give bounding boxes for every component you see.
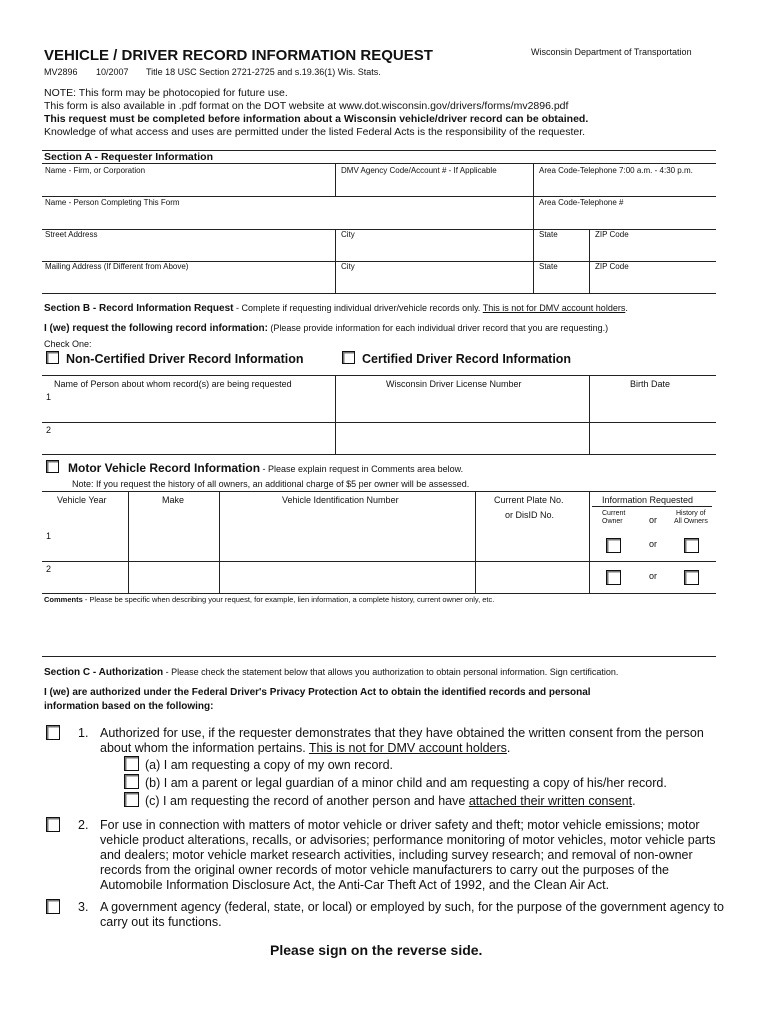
history-charge-note: Note: If you request the history of all owners, an additional charge of $5 per owner will be assessed. bbox=[72, 479, 470, 489]
request-line bbox=[44, 323, 608, 334]
item-3-text: A government agency (federal, state, or local) or employed by such, for the purpose of the government agency to carry out its functions. bbox=[100, 900, 724, 929]
section-c-heading bbox=[44, 667, 618, 678]
driver-row-2-number: 2 bbox=[46, 425, 52, 435]
history-line1: History of bbox=[676, 510, 706, 517]
divider bbox=[335, 229, 336, 261]
item-1-number: 1. bbox=[78, 726, 89, 740]
item-1a-label: (a) I am requesting a copy of my own record. bbox=[145, 758, 394, 772]
label-state: State bbox=[539, 230, 558, 239]
authorized-line-2: information based on the following: bbox=[44, 701, 214, 712]
label-name-person: Name - Person Completing This Form bbox=[45, 198, 180, 207]
motor-vehicle-label: Motor Vehicle Record Information bbox=[68, 461, 261, 475]
note-responsibility: Knowledge of what access and uses are permitted under the listed Federal Acts is the responsibility of the requester. bbox=[44, 126, 586, 138]
current-owner-checkbox-2[interactable] bbox=[606, 570, 621, 585]
vehicle-row-1-number: 1 bbox=[46, 531, 52, 541]
note-required: This request must be completed before information about a Wisconsin vehicle/driver record can be obtained. bbox=[44, 113, 589, 125]
note-photocopy: NOTE: This form may be photocopied for future use. bbox=[44, 87, 288, 99]
divider bbox=[219, 491, 220, 593]
sign-reverse-note: Please sign on the reverse side. bbox=[270, 942, 483, 958]
divider bbox=[475, 491, 476, 593]
department-name: Wisconsin Department of Transportation bbox=[531, 47, 692, 57]
divider bbox=[42, 422, 716, 423]
non-certified-label: Non-Certified Driver Record Information bbox=[66, 352, 304, 366]
motor-vehicle-note: - Please explain request in Comments area below. bbox=[260, 464, 464, 474]
item-1c-text: (c) I am requesting the record of another person and have bbox=[145, 794, 469, 808]
section-b-title: Section B - Record Information Request bbox=[44, 303, 234, 314]
comments-line bbox=[44, 595, 494, 604]
label-zip: ZIP Code bbox=[595, 230, 629, 239]
col-info-requested: Information Requested bbox=[602, 495, 694, 505]
item-2-number: 2. bbox=[78, 818, 89, 832]
col-plate-no: Current Plate No. bbox=[494, 495, 564, 505]
driver-row-1-number: 1 bbox=[46, 392, 52, 402]
item-1-line-1: Authorized for use, if the requester demonstrates that they have obtained the written consent from the person bbox=[100, 726, 704, 740]
history-line2: All Owners bbox=[674, 518, 708, 525]
current-owner-line2: Owner bbox=[602, 518, 623, 525]
divider bbox=[533, 196, 534, 229]
form-title: VEHICLE / DRIVER RECORD INFORMATION REQUEST bbox=[44, 47, 433, 64]
col-birth-date: Birth Date bbox=[630, 379, 671, 389]
label-name-firm: Name - Firm, or Corporation bbox=[45, 166, 146, 175]
current-owner-checkbox-1[interactable] bbox=[606, 538, 621, 553]
divider bbox=[533, 163, 534, 196]
check-one-label: Check One: bbox=[44, 339, 92, 349]
authorization-1c-checkbox[interactable] bbox=[124, 792, 139, 807]
comments-area[interactable] bbox=[42, 606, 716, 654]
authorization-1b-checkbox[interactable] bbox=[124, 774, 139, 789]
item-2-text: For use in connection with matters of motor vehicle or driver safety and theft; motor vehicle emissions; motor vehicle product alterations, recalls, or advisories; performance monitoring of motor vehicles, motor vehicle parts and dealers; motor vehicle market research activities, including survey research; and removal of non-owner records from the original owner records of motor vehicle manufacturers to carry out the purposes of the Automobile Information Disclosure Act, the Anti-Car Theft Act of 1992, and the Clean Air Act. bbox=[100, 818, 716, 892]
divider bbox=[128, 491, 129, 593]
or-row-2: or bbox=[649, 571, 658, 581]
label-telephone: Area Code-Telephone # bbox=[539, 198, 624, 207]
divider bbox=[42, 293, 716, 294]
divider bbox=[42, 593, 716, 594]
divider bbox=[589, 491, 590, 593]
comments-label: Comments bbox=[44, 595, 83, 604]
label-dmv-code: DMV Agency Code/Account # - If Applicable bbox=[341, 166, 497, 175]
current-owner-line1: Current bbox=[602, 510, 626, 517]
authorization-2-checkbox[interactable] bbox=[46, 817, 60, 832]
item-1-line-2-text: about whom the information pertains. bbox=[100, 741, 309, 755]
divider bbox=[42, 561, 716, 562]
col-name-person: Name of Person about whom record(s) are being requested bbox=[54, 379, 292, 389]
authorization-1a-checkbox[interactable] bbox=[124, 756, 139, 771]
certified-checkbox[interactable] bbox=[342, 351, 355, 364]
label-city-mailing: City bbox=[341, 262, 355, 271]
comments-instructions: - Please be specific when describing your request, for example, lien information, a complete history, current owner only, etc. bbox=[82, 595, 495, 604]
authorized-line-1: I (we) are authorized under the Federal Driver's Privacy Protection Act to obtain the identified records and personal bbox=[44, 687, 591, 698]
divider bbox=[335, 163, 336, 196]
or-row-1: or bbox=[649, 539, 658, 549]
note-pdf: This form is also available in .pdf format on the DOT website at www.dot.wisconsin.gov/drivers/forms/mv2896.pdf bbox=[44, 100, 569, 112]
divider bbox=[42, 163, 716, 164]
history-checkbox-2[interactable] bbox=[684, 570, 699, 585]
certified-label: Certified Driver Record Information bbox=[362, 352, 572, 366]
col-license-number: Wisconsin Driver License Number bbox=[386, 379, 522, 389]
vehicle-row-2-number: 2 bbox=[46, 564, 52, 574]
form-date: 10/2007 bbox=[96, 67, 129, 77]
section-b-heading bbox=[44, 303, 628, 314]
label-street-address: Street Address bbox=[45, 230, 98, 239]
col-vehicle-year: Vehicle Year bbox=[57, 495, 107, 505]
item-1-line-2 bbox=[100, 741, 510, 755]
col-vin: Vehicle Identification Number bbox=[282, 495, 399, 505]
label-telephone-hours: Area Code-Telephone 7:00 a.m. - 4:30 p.m. bbox=[539, 166, 693, 175]
form-number: MV2896 bbox=[44, 67, 78, 77]
item-1c-label bbox=[145, 794, 636, 808]
divider bbox=[42, 375, 716, 376]
divider bbox=[42, 454, 716, 455]
motor-vehicle-line bbox=[68, 461, 463, 475]
item-3-number: 3. bbox=[78, 900, 89, 914]
item-1c-period: . bbox=[632, 794, 636, 808]
label-zip-mailing: ZIP Code bbox=[595, 262, 629, 271]
label-mailing-address: Mailing Address (If Different from Above) bbox=[45, 262, 189, 271]
section-a-heading: Section A - Requester Information bbox=[44, 151, 213, 163]
section-c-title: Section C - Authorization bbox=[44, 667, 164, 678]
item-1b-label: (b) I am a parent or legal guardian of a minor child and am requesting a copy of his/her record. bbox=[145, 776, 667, 790]
motor-vehicle-checkbox[interactable] bbox=[46, 460, 59, 473]
divider bbox=[335, 375, 336, 454]
item-1-not-for-account: This is not for DMV account holders bbox=[308, 741, 507, 755]
label-state-mailing: State bbox=[539, 262, 558, 271]
section-b-not-for-account: This is not for DMV account holders bbox=[482, 303, 626, 313]
item-1-period: . bbox=[506, 741, 511, 755]
section-b-subtitle: - Complete if requesting individual driver/vehicle records only. bbox=[233, 303, 483, 313]
section-b-period: . bbox=[625, 303, 628, 313]
request-note: (Please provide information for each individual driver record that you are requesting.) bbox=[267, 323, 609, 333]
col-disid-no: or DisID No. bbox=[505, 510, 555, 520]
history-checkbox-1[interactable] bbox=[684, 538, 699, 553]
divider bbox=[42, 491, 716, 492]
authorization-3-checkbox[interactable] bbox=[46, 899, 60, 914]
divider bbox=[42, 196, 716, 197]
col-make: Make bbox=[162, 495, 185, 505]
divider bbox=[42, 656, 716, 657]
label-city: City bbox=[341, 230, 355, 239]
authorization-1-checkbox[interactable] bbox=[46, 725, 60, 740]
request-bold: I (we) request the following record information: bbox=[44, 323, 268, 334]
non-certified-checkbox[interactable] bbox=[46, 351, 59, 364]
or-header: or bbox=[649, 515, 658, 525]
divider bbox=[335, 261, 336, 293]
divider bbox=[589, 375, 590, 454]
statute-reference: Title 18 USC Section 2721-2725 and s.19.36(1) Wis. Stats. bbox=[146, 67, 381, 77]
item-1c-consent: attached their written consent bbox=[468, 794, 633, 808]
divider bbox=[592, 506, 712, 507]
section-c-subtitle: - Please check the statement below that allows you authorization to obtain personal information. Sign certification. bbox=[163, 667, 619, 677]
